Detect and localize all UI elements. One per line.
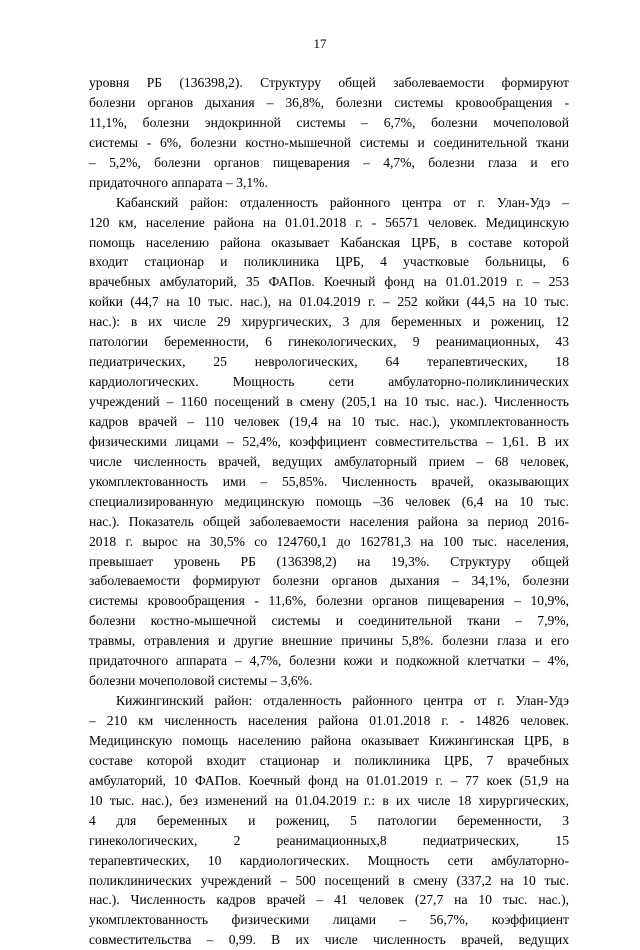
text-line: патологии беременности, 6 гинекологических, 9 реанимационных, 43: [89, 334, 569, 350]
text-line: нас.). Численность кадров врачей – 41 человек (27,7 на 10 тыс. нас.),: [89, 892, 569, 908]
text-line: гинекологических, 2 реанимационных,8 педиатрических, 15: [89, 832, 569, 848]
text-line: 120 км, население района на 01.01.2018 г. - 56571 человек. Медицинскую: [89, 214, 569, 230]
text-line: системы - 6%, болезни костно-мышечной системы и соединительной ткани: [89, 134, 569, 150]
text-line: нас.). Показатель общей заболеваемости населения района за период 2016-: [89, 513, 569, 529]
text-line: амбулаторий, 10 ФАПов. Коечный фонд на 01.01.2019 г. – 77 коек (51,9 на: [89, 772, 569, 788]
text-line: педиатрических, 25 неврологических, 64 терапевтических, 18: [89, 354, 569, 370]
text-line: укомплектованность ими – 55,85%. Численность врачей, оказывающих: [89, 473, 569, 489]
text-line: составе которой входит стационар и поликлиника ЦРБ, 7 врачебных: [89, 752, 569, 768]
text-line: превышает уровень РБ (136398,2) на 19,3%. Структуру общей: [89, 553, 569, 569]
text-line: нас.): в их числе 29 хирургических, 3 для беременных и рожениц, 12: [89, 314, 569, 330]
text-line: кардиологических. Мощность сети амбулаторно-поликлинических: [89, 374, 569, 390]
text-line: Медицинскую помощь населению района оказывает Кижингинская ЦРБ, в: [89, 732, 569, 748]
text-line: – 210 км численность населения района 01.01.2018 г. - 14826 человек.: [89, 713, 569, 728]
text-line: помощь населению района оказывает Кабанская ЦРБ, в составе которой: [89, 234, 569, 250]
text-line: специализированную медицинскую помощь –36 человек (6,4 на 10 тыс.: [89, 493, 569, 509]
text-line: 2018 г. вырос на 30,5% со 124760,1 до 162781,3 на 100 тыс. населения,: [89, 533, 569, 549]
text-line: укомплектованность физическими лицами – 56,7%, коэффициент: [89, 912, 569, 928]
text-line: Кижингинский район: отдаленность районного центра от г. Улан-Удэ: [116, 693, 569, 709]
text-line: кадров врачей – 110 человек (19,4 на 10 тыс. нас.), укомплектованность: [89, 413, 569, 429]
text-line: уровня РБ (136398,2). Структуру общей заболеваемости формируют: [89, 75, 569, 90]
text-line: 10 тыс. нас.), без изменений на 01.04.2019 г.: в их числе 18 хирургических,: [89, 792, 569, 808]
text-line: 4 для беременных и рожениц, 5 патологии беременности, 3: [89, 812, 569, 828]
text-line: придаточного аппарата – 3,1%.: [89, 174, 268, 190]
page-number: 17: [313, 36, 327, 51]
body-text: [89, 73, 569, 950]
text-line: придаточного аппарата – 4,7%, болезни кожи и подкожной клетчатки – 4%,: [89, 653, 569, 669]
text-line: – 5,2%, болезни органов пищеварения – 4,7%, болезни глаза и его: [89, 154, 569, 170]
text-line: поликлинических учреждений – 500 посещений в смену (337,2 на 10 тыс.: [89, 872, 569, 888]
text-line: числе численность врачей, ведущих амбулаторный прием – 68 человек,: [89, 453, 569, 469]
text-line: системы кровообращения - 11,6%, болезни органов пищеварения – 10,9%,: [89, 593, 569, 609]
text-line: физическими лицами – 52,4%, коэффициент совместительства – 1,61. В их: [89, 433, 569, 449]
text-line: совместительства – 0,99. В их числе численность врачей, ведущих: [89, 932, 569, 948]
text-line: болезни мочеполовой системы – 3,6%.: [89, 673, 313, 689]
text-line: учреждений – 1160 посещений в смену (205,1 на 10 тыс. нас.). Численность: [89, 394, 569, 409]
text-line: травмы, отравления и другие внешние причины 5,8%. болезни глаза и его: [89, 633, 569, 649]
text-line: болезни костно-мышечной системы и соединительной ткани – 7,9%,: [89, 613, 569, 629]
text-line: врачебных амбулаторий, 35 ФАПов. Коечный фонд на 01.01.2019 г. – 253: [89, 274, 569, 290]
text-line: терапевтических, 10 кардиологических. Мощность сети амбулаторно-: [89, 852, 569, 868]
text-line: Кабанский район: отдаленность районного центра от г. Улан-Удэ –: [116, 194, 569, 210]
text-line: койки (44,7 на 10 тыс. нас.), на 01.04.2019 г. – 252 койки (44,5 на 10 тыс.: [89, 294, 569, 310]
text-line: заболеваемости формируют болезни органов дыхания – 34,1%, болезни: [89, 573, 569, 589]
text-line: входит стационар и поликлиника ЦРБ, 4 участковые больницы, 6: [89, 254, 569, 270]
text-line: болезни органов дыхания – 36,8%, болезни системы кровообращения -: [89, 94, 569, 110]
text-line: 11,1%, болезни эндокринной системы – 6,7%, болезни мочеполовой: [89, 114, 569, 130]
